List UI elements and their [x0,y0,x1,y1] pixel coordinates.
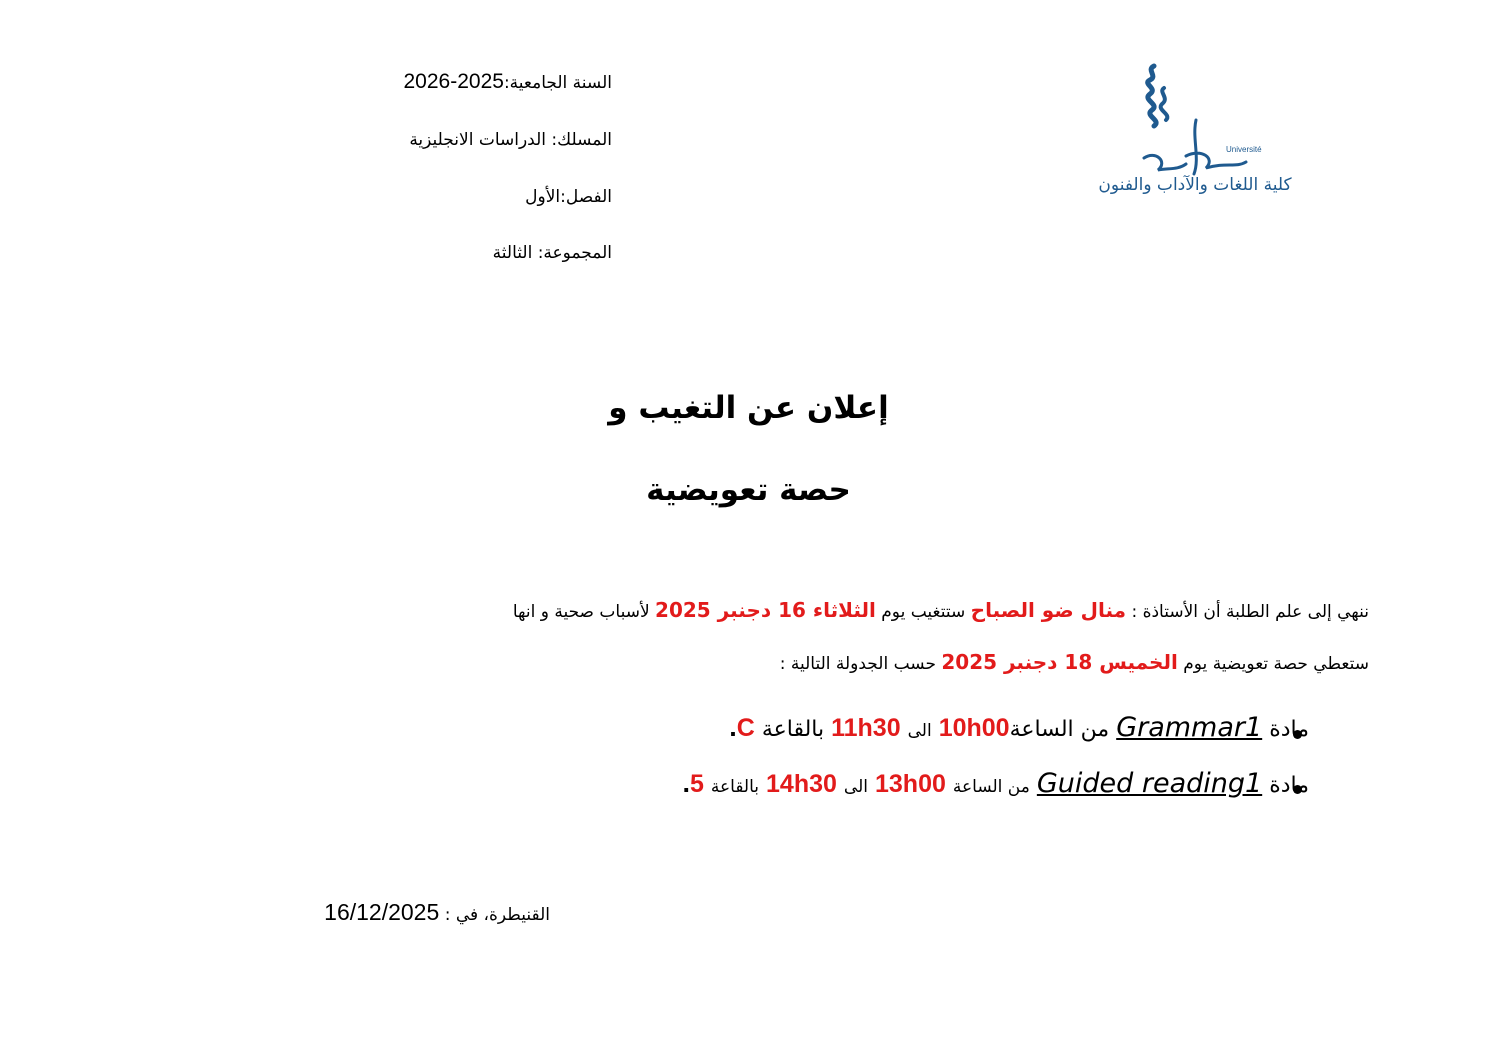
room-number: 5 [689,770,704,798]
academic-year-value: 2026-2025 [403,70,504,93]
announcement-title-line1: إعلان عن التغيب و [608,390,889,426]
room-label: بالقاعة [710,777,760,797]
makeup-day: الخميس 18 دجنبر 2025 [941,650,1178,674]
room-number: C [736,714,755,742]
room-label: بالقاعة [761,717,825,742]
to-label: الى [907,721,932,741]
announcement-title-line2: حصة تعويضية [646,472,851,508]
semester-line: الفصل:الأول [525,187,612,207]
academic-year-label: السنة الجامعية: [503,73,612,93]
notice-reason: لأسباب صحية و انها [512,602,650,622]
notice-absent-text: ستتغيب يوم [881,602,966,622]
signoff [324,899,550,926]
notice-intro: ننهي إلى علم الطلبة أن الأستاذة : [1131,602,1369,622]
end-time: 11h30 [831,714,901,742]
session-item [729,712,1309,743]
end-punct: . [729,712,737,742]
course-name: Guided reading1 [1036,768,1263,799]
svg-text:Université: Université [1226,145,1262,154]
teacher-name: منال ضو الصباح [970,598,1127,622]
group-line: المجموعة: الثالثة [492,243,612,263]
end-punct: . [682,768,690,798]
start-time: 10h00 [938,714,1010,742]
signoff-date: 16/12/2025 [324,899,440,925]
start-time: 13h00 [874,770,946,798]
notice-makeup-text: ستعطي حصة تعويضية يوم [1183,654,1369,674]
end-time: 14h30 [766,770,837,798]
from-label: من الساعة [952,777,1030,797]
track-line: المسلك: الدراسات الانجليزية [409,130,612,150]
signoff-place: القنيطرة، في : [444,905,550,925]
course-name: Grammar1 [1116,712,1263,743]
subject-label: مادة [1269,773,1309,798]
notice-line2 [780,650,1369,674]
session-item [682,768,1309,799]
faculty-name: كلية اللغات والآداب والفنون [1098,175,1292,195]
from-label: من الساعة [1009,717,1110,742]
notice-line1 [513,598,1369,622]
to-label: الى [843,777,868,797]
academic-year [404,70,613,94]
subject-label: مادة [1269,717,1309,742]
absence-day: الثلاثاء 16 دجنبر 2025 [655,598,876,622]
notice-schedule-text: حسب الجدولة التالية : [779,654,936,674]
